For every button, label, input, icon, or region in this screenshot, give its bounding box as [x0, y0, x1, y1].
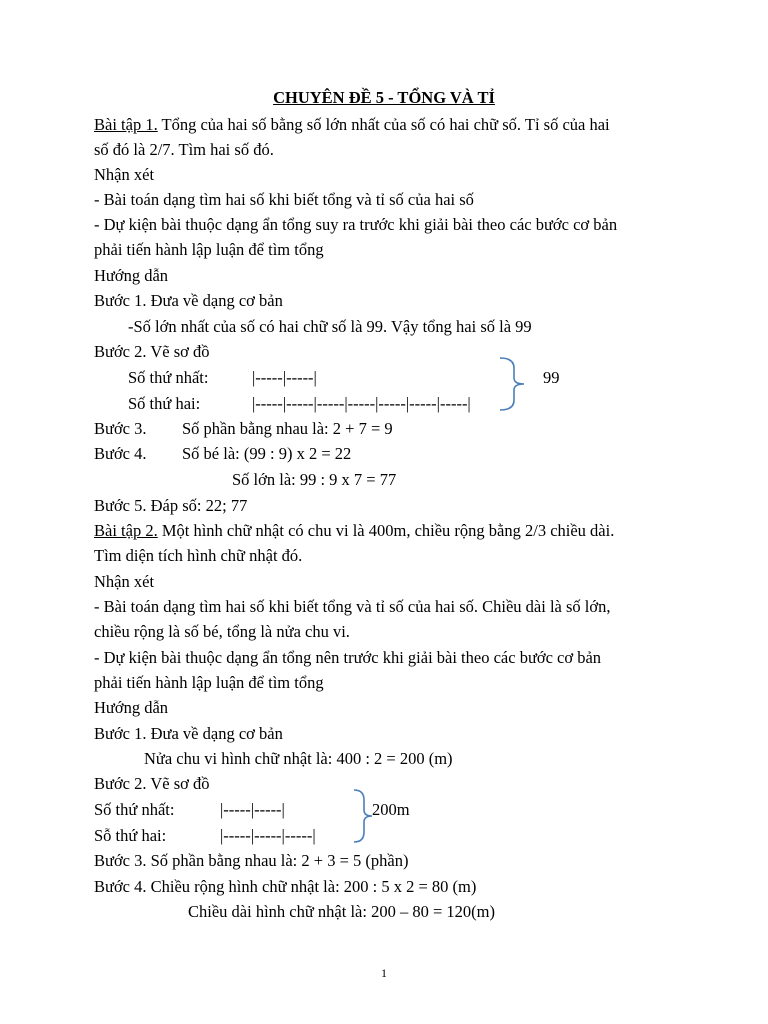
exercise-1-step-3-text: Số phần bằng nhau là: 2 + 7 = 9 [182, 419, 393, 438]
exercise-2-number-2-label: Sỗ thứ hai: [94, 826, 167, 845]
exercise-2-remark-1: - Bài toán dạng tìm hai số khi biết tổng và tỉ số của hai số. Chiều dài là số lớn, [94, 597, 611, 616]
exercise-1-remark-3: phải tiến hành lập luận để tìm tổng [94, 240, 324, 259]
exercise-1-step-3-label: Bước 3. [94, 419, 147, 438]
exercise-1-step-5: Bước 5. Đáp số: 22; 77 [94, 496, 248, 515]
exercise-2-question-line-1 [94, 521, 614, 541]
exercise-1-guide-title: Hướng dẫn [94, 266, 169, 285]
exercise-2-remark-1b: chiều rộng là số bé, tổng là nửa chu vi. [94, 622, 350, 641]
exercise-2-remark-3: phải tiến hành lập luận để tìm tổng [94, 673, 324, 692]
exercise-2-remark-title: Nhận xét [94, 572, 155, 591]
exercise-2-guide-title: Hướng dẫn [94, 698, 169, 717]
exercise-1-step-4-detail: Số lớn là: 99 : 9 x 7 = 77 [232, 470, 397, 489]
exercise-2-total: 200m [372, 800, 410, 819]
exercise-2-step-4-detail: Chiều dài hình chữ nhật là: 200 – 80 = 120(m) [188, 902, 495, 921]
exercise-1-question-text: Tổng của hai số bằng số lớn nhất của số có hai chữ số. Tỉ số của hai [157, 115, 610, 134]
exercise-1-remark-1: - Bài toán dạng tìm hai số khi biết tổng và tỉ số của hai số [94, 190, 474, 209]
exercise-2-brace-path [354, 790, 372, 842]
page-number: 1 [381, 966, 387, 980]
exercise-1-brace-path [500, 358, 524, 410]
exercise-1-number-2-bar: |-----|-----|-----|-----|-----|-----|-----| [252, 394, 471, 413]
exercise-1-step-2: Bước 2. Vẽ sơ đồ [94, 342, 210, 361]
exercise-2-number-2-bar: |-----|-----|-----| [220, 826, 316, 845]
exercise-1-remark-2: - Dự kiện bài thuộc dạng ẩn tổng suy ra trước khi giải bài theo các bước cơ bản [94, 215, 618, 234]
page-title: CHUYÊN ĐỀ 5 - TỔNG VÀ TỈ [273, 88, 495, 107]
exercise-1-step-4-text: Số bé là: (99 : 9) x 2 = 22 [182, 444, 352, 463]
exercise-1-question-line-1 [94, 115, 610, 135]
exercise-1-step-1-detail: -Số lớn nhất của số có hai chữ số là 99. Vậy tổng hai số là 99 [128, 317, 532, 336]
exercise-1-number-2-label: Số thứ hai: [128, 394, 201, 413]
exercise-2-question-line-2: Tìm diện tích hình chữ nhật đó. [94, 546, 303, 565]
exercise-1-number-1-bar: |-----|-----| [252, 368, 317, 387]
exercise-2-step-4: Bước 4. Chiều rộng hình chữ nhật là: 200 : 5 x 2 = 80 (m) [94, 877, 477, 896]
exercise-2-step-3: Bước 3. Số phần bằng nhau là: 2 + 3 = 5 (phần) [94, 851, 409, 870]
exercise-1-remark-title: Nhận xét [94, 165, 155, 184]
exercise-2-number-1-bar: |-----|-----| [220, 800, 285, 819]
exercise-2-label: Bài tập 2. [94, 521, 158, 540]
exercise-2-step-1-detail: Nửa chu vi hình chữ nhật là: 400 : 2 = 200 (m) [144, 749, 453, 768]
exercise-2-question-text: Một hình chữ nhật có chu vi là 400m, chiều rộng bằng 2/3 chiều dài. [157, 521, 615, 540]
exercise-1-brace [498, 356, 532, 412]
exercise-2-remark-2: - Dự kiện bài thuộc dạng ẩn tổng nên trước khi giải bài theo các bước cơ bản [94, 648, 602, 667]
exercise-1-number-1-label: Số thứ nhất: [128, 368, 209, 387]
exercise-2-step-1: Bước 1. Đưa về dạng cơ bản [94, 724, 283, 743]
exercise-1-question-line-2: số đó là 2/7. Tìm hai số đó. [94, 140, 274, 159]
exercise-1-step-4-label: Bước 4. [94, 444, 147, 463]
exercise-1-label: Bài tập 1. [94, 115, 158, 134]
exercise-1-step-1: Bước 1. Đưa về dạng cơ bản [94, 291, 283, 310]
exercise-1-total: 99 [543, 368, 560, 387]
exercise-2-step-2: Bước 2. Vẽ sơ đồ [94, 774, 210, 793]
exercise-2-number-1-label: Số thứ nhất: [94, 800, 175, 819]
